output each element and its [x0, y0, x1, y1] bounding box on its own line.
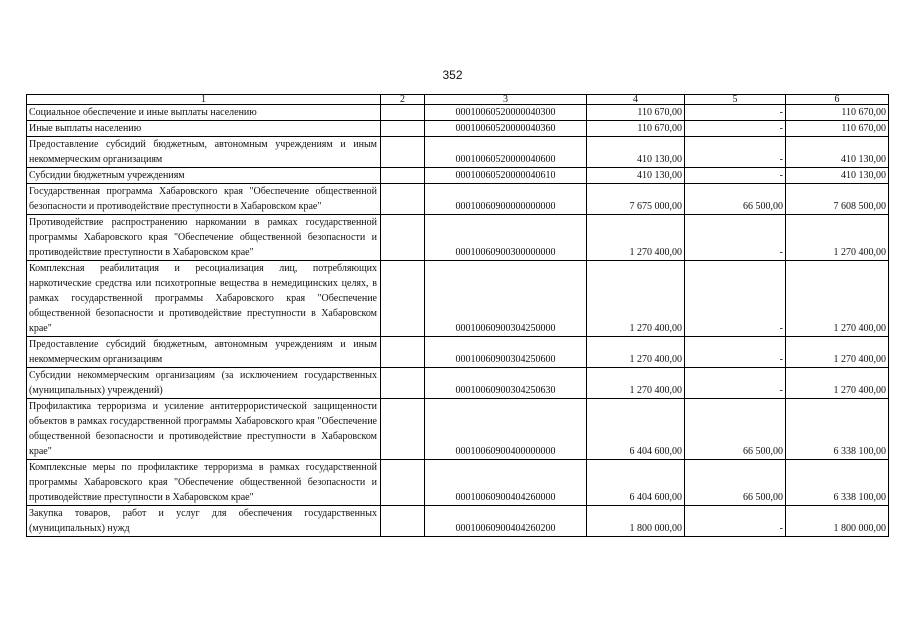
row-amount-cell: 1 270 400,00	[587, 337, 685, 368]
row-name-cell: Иные выплаты населению	[27, 121, 381, 137]
table-row	[27, 506, 889, 537]
budget-table	[26, 94, 889, 537]
row-name-cell: Противодействие распространению наркомании в рамках государственной программы Хабаровского края "Обеспечение общественной безопасности и противодействие преступности в Хабаровском крае"	[27, 215, 381, 261]
row-col2-cell	[381, 399, 425, 460]
row-name-cell: Субсидии бюджетным учреждениям	[27, 168, 381, 184]
row-col2-cell	[381, 506, 425, 537]
row-name-cell: Социальное обеспечение и иные выплаты населению	[27, 105, 381, 121]
table-row	[27, 399, 889, 460]
row-amount-cell: 1 270 400,00	[587, 215, 685, 261]
row-amount-cell: 1 270 400,00	[587, 261, 685, 337]
row-total-cell: 1 270 400,00	[786, 337, 889, 368]
table-row	[27, 105, 889, 121]
row-code-cell: 00010060520000040300	[425, 105, 587, 121]
row-amount-cell: 110 670,00	[587, 121, 685, 137]
row-total-cell: 110 670,00	[786, 105, 889, 121]
row-amount-cell: 7 675 000,00	[587, 184, 685, 215]
row-col2-cell	[381, 460, 425, 506]
row-amount-cell: 1 270 400,00	[587, 368, 685, 399]
row-change-cell: -	[685, 168, 786, 184]
row-change-cell: 66 500,00	[685, 399, 786, 460]
table-row	[27, 215, 889, 261]
row-name-cell: Закупка товаров, работ и услуг для обеспечения государственных (муниципальных) нужд	[27, 506, 381, 537]
table-row	[27, 368, 889, 399]
row-total-cell: 1 270 400,00	[786, 261, 889, 337]
row-amount-cell: 410 130,00	[587, 137, 685, 168]
row-code-cell: 00010060900304250600	[425, 337, 587, 368]
row-col2-cell	[381, 368, 425, 399]
row-total-cell: 7 608 500,00	[786, 184, 889, 215]
row-name-cell: Предоставление субсидий бюджетным, автономным учреждениям и иным некоммерческим организациям	[27, 137, 381, 168]
row-name-cell: Субсидии некоммерческим организациям (за исключением государственных (муниципальных) учреждений)	[27, 368, 381, 399]
row-col2-cell	[381, 215, 425, 261]
column-header: 4	[587, 95, 685, 105]
row-change-cell: -	[685, 121, 786, 137]
column-header: 6	[786, 95, 889, 105]
row-total-cell: 410 130,00	[786, 168, 889, 184]
row-change-cell: -	[685, 215, 786, 261]
table-row	[27, 137, 889, 168]
row-amount-cell: 410 130,00	[587, 168, 685, 184]
row-col2-cell	[381, 105, 425, 121]
row-total-cell: 6 338 100,00	[786, 399, 889, 460]
row-col2-cell	[381, 121, 425, 137]
row-change-cell: -	[685, 506, 786, 537]
table-header-row	[27, 95, 889, 105]
row-code-cell: 00010060900404260200	[425, 506, 587, 537]
row-code-cell: 00010060520000040610	[425, 168, 587, 184]
row-name-cell: Предоставление субсидий бюджетным, автономным учреждениям и иным некоммерческим организациям	[27, 337, 381, 368]
row-name-cell: Государственная программа Хабаровского края "Обеспечение общественной безопасности и противодействие преступности в Хабаровском крае"	[27, 184, 381, 215]
row-change-cell: 66 500,00	[685, 184, 786, 215]
row-total-cell: 110 670,00	[786, 121, 889, 137]
row-change-cell: -	[685, 105, 786, 121]
column-header: 2	[381, 95, 425, 105]
row-amount-cell: 1 800 000,00	[587, 506, 685, 537]
row-amount-cell: 6 404 600,00	[587, 399, 685, 460]
row-col2-cell	[381, 261, 425, 337]
row-code-cell: 00010060520000040600	[425, 137, 587, 168]
column-header: 3	[425, 95, 587, 105]
column-header: 5	[685, 95, 786, 105]
row-name-cell: Комплексная реабилитация и ресоциализация лиц, потребляющих наркотические средства или психотропные вещества в немедицинских целях, в рамках государственной программы Хабаровского края "Обеспечение общественной безопасности и противодействие преступности в Хабаровском крае"	[27, 261, 381, 337]
row-name-cell: Профилактика терроризма и усиление антитеррористической защищенности объектов в рамках государственной программы Хабаровского края "Обеспечение общественной безопасности и противодействие преступности в Хабаровском крае"	[27, 399, 381, 460]
row-change-cell: -	[685, 368, 786, 399]
table-row	[27, 168, 889, 184]
column-header: 1	[27, 95, 381, 105]
row-col2-cell	[381, 337, 425, 368]
row-code-cell: 00010060900000000000	[425, 184, 587, 215]
table-row	[27, 184, 889, 215]
row-code-cell: 00010060900404260000	[425, 460, 587, 506]
row-change-cell: 66 500,00	[685, 460, 786, 506]
row-total-cell: 1 270 400,00	[786, 215, 889, 261]
row-total-cell: 1 800 000,00	[786, 506, 889, 537]
row-amount-cell: 110 670,00	[587, 105, 685, 121]
table-row	[27, 337, 889, 368]
row-name-cell: Комплексные меры по профилактике терроризма в рамках государственной программы Хабаровского края "Обеспечение общественной безопасности и противодействие преступности в Хабаровском крае"	[27, 460, 381, 506]
row-code-cell: 00010060900304250000	[425, 261, 587, 337]
page-number: 352	[442, 68, 463, 82]
row-code-cell: 00010060520000040360	[425, 121, 587, 137]
row-col2-cell	[381, 137, 425, 168]
row-code-cell: 00010060900400000000	[425, 399, 587, 460]
row-col2-cell	[381, 168, 425, 184]
row-change-cell: -	[685, 137, 786, 168]
row-total-cell: 6 338 100,00	[786, 460, 889, 506]
table-row	[27, 121, 889, 137]
row-change-cell: -	[685, 261, 786, 337]
table-row	[27, 460, 889, 506]
row-change-cell: -	[685, 337, 786, 368]
row-amount-cell: 6 404 600,00	[587, 460, 685, 506]
row-col2-cell	[381, 184, 425, 215]
row-total-cell: 1 270 400,00	[786, 368, 889, 399]
row-code-cell: 00010060900300000000	[425, 215, 587, 261]
row-total-cell: 410 130,00	[786, 137, 889, 168]
table-row	[27, 261, 889, 337]
row-code-cell: 00010060900304250630	[425, 368, 587, 399]
